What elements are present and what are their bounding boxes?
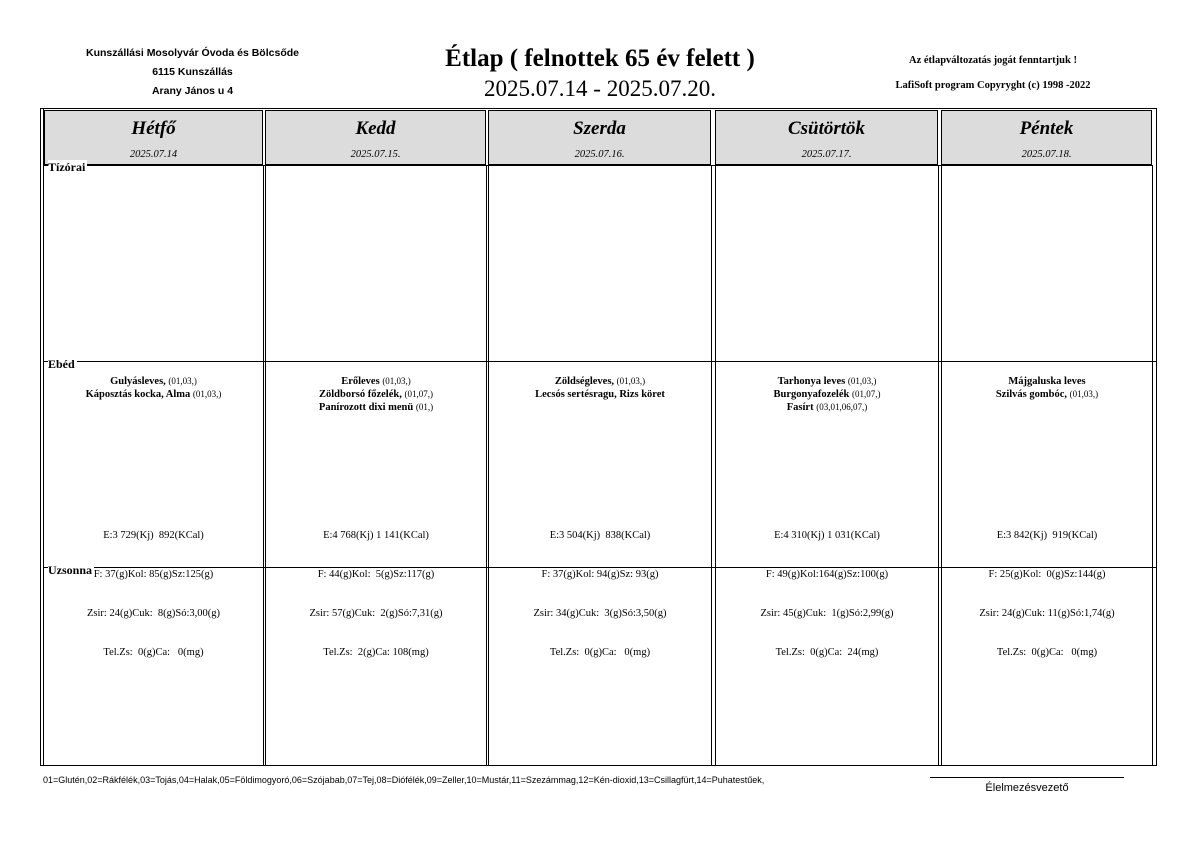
nutrition-wednesday <box>489 503 711 685</box>
menu-item <box>489 375 711 388</box>
allergen-legend: 01=Glutén,02=Rákfélék,03=Tojás,04=Halak,05=Földimogyoró,06=Szójabab,07=Tej,08=Diófélék,09=Zeller,10=Mustár,11=Szezámmag,12=Kén-dioxid,13=Csillagfürt,14=Puhatestűek, <box>43 775 765 785</box>
dish-name: Burgonyafozelék <box>773 389 850 400</box>
protein-line: F: 37(g)Kol: 85(g)Sz:125(g) <box>93 569 214 580</box>
row-label-tizorai: Tízórai <box>48 160 86 174</box>
allergen-codes: (01,03,) <box>847 376 877 386</box>
menu-item <box>716 401 938 414</box>
satfat-line: Tel.Zs: 0(g)Ca: 24(mg) <box>775 647 879 658</box>
allergen-codes: (01,03,) <box>616 376 646 386</box>
menu-item <box>716 388 938 401</box>
energy-line: E:3 504(Kj) 838(KCal) <box>549 530 651 541</box>
signature-label: Élelmezésvezető <box>985 782 1069 794</box>
grid-border-left <box>40 108 41 766</box>
row-divider-ebed <box>43 361 1157 362</box>
dish-name: Májgaluska leves <box>1008 376 1086 387</box>
fat-line: Zsir: 24(g)Cuk: 11(g)Só:1,74(g) <box>979 608 1115 619</box>
dish-name: Panírozott dixi menü <box>318 402 414 413</box>
grid-border-bottom <box>40 765 1157 766</box>
day-name: Kedd <box>355 118 396 139</box>
protein-line: F: 37(g)Kol: 94(g)Sz: 93(g) <box>541 569 659 580</box>
grid-border-right <box>1156 108 1157 766</box>
allergen-codes: (03,01,06,07,) <box>816 402 868 412</box>
day-date: 2025.07.16. <box>574 149 625 160</box>
day-header-thursday <box>715 110 938 165</box>
column-divider <box>1152 165 1153 765</box>
satfat-line: Tel.Zs: 2(g)Ca: 108(mg) <box>323 647 429 658</box>
satfat-line: Tel.Zs: 0(g)Ca: 0(mg) <box>103 647 204 658</box>
allergen-codes: (01,03,) <box>1069 389 1099 399</box>
menu-item <box>266 401 486 414</box>
fat-line: Zsir: 24(g)Cuk: 8(g)Só:3,00(g) <box>87 608 220 619</box>
allergen-codes: (01,03,) <box>192 389 222 399</box>
allergen-codes: (01,07,) <box>851 389 881 399</box>
day-date: 2025.07.15. <box>350 149 401 160</box>
column-divider <box>486 165 487 765</box>
protein-line: F: 25(g)Kol: 0(g)Sz:144(g) <box>988 569 1106 580</box>
nutrition-friday <box>942 503 1152 685</box>
fat-line: Zsir: 57(g)Cuk: 2(g)Só:7,31(g) <box>309 608 443 619</box>
energy-line: E:3 729(Kj) 892(KCal) <box>103 530 204 541</box>
dish-name: Lecsós sertésragu, Rizs köret <box>535 389 665 400</box>
day-header-tuesday <box>265 110 486 165</box>
column-divider <box>263 165 264 765</box>
signature-line <box>930 777 1124 778</box>
allergen-codes: (01,07,) <box>404 389 433 399</box>
day-date: 2025.07.17. <box>801 149 852 160</box>
nutrition-monday <box>44 503 263 685</box>
dish-name: Zöldborsó főzelék, <box>319 389 402 400</box>
dish-name: Zöldségleves, <box>554 376 615 387</box>
satfat-line: Tel.Zs: 0(g)Ca: 0(mg) <box>549 647 651 658</box>
fat-line: Zsir: 34(g)Cuk: 3(g)Só:3,50(g) <box>533 608 667 619</box>
satfat-line: Tel.Zs: 0(g)Ca: 0(mg) <box>996 647 1098 658</box>
lunch-friday <box>942 375 1152 401</box>
dish-name: Gulyásleves, <box>110 376 166 387</box>
dish-name: Fasírt <box>786 402 814 413</box>
menu-item <box>942 375 1152 388</box>
page-title: Étlap ( felnottek 65 év felett ) <box>445 45 755 72</box>
date-range: 2025.07.14 - 2025.07.20. <box>484 76 716 101</box>
allergen-codes: (01,03,) <box>168 376 197 386</box>
menu-grid <box>40 108 1157 766</box>
menu-item <box>44 388 263 401</box>
notice-block <box>868 48 1118 98</box>
change-notice: Az étlapváltozatás jogát fenntartjuk ! <box>909 55 1077 66</box>
dish-name: Tarhonya leves <box>777 376 846 387</box>
protein-line: F: 44(g)Kol: 5(g)Sz:117(g) <box>317 569 435 580</box>
day-date: 2025.07.18. <box>1021 149 1072 160</box>
fat-line: Zsir: 45(g)Cuk: 1(g)Só:2,99(g) <box>760 608 894 619</box>
allergen-codes: (01,) <box>415 402 434 412</box>
allergen-codes: (01,03,) <box>382 376 411 386</box>
lunch-monday <box>44 375 263 401</box>
dish-name: Káposztás kocka, Alma <box>85 389 191 400</box>
energy-line: E:3 842(Kj) 919(KCal) <box>996 530 1098 541</box>
row-label-ebed: Ebéd <box>48 357 75 371</box>
day-header-monday <box>44 110 263 165</box>
lunch-wednesday <box>489 375 711 401</box>
title-block <box>400 42 800 102</box>
row-divider-tizorai <box>43 165 1153 166</box>
day-name: Szerda <box>573 118 626 139</box>
nutrition-thursday <box>716 503 938 685</box>
menu-item <box>44 375 263 388</box>
energy-line: E:4 310(Kj) 1 031(KCal) <box>774 530 880 541</box>
day-header-friday <box>941 110 1152 165</box>
day-name: Hétfő <box>131 118 176 139</box>
row-label-uzsonna: Uzsonna <box>48 563 93 577</box>
organization-city: 6115 Kunszállás <box>152 66 233 78</box>
column-divider <box>711 165 712 765</box>
day-name: Csütörtök <box>787 118 866 139</box>
column-divider <box>938 165 939 765</box>
dish-name: Szilvás gombóc, <box>995 389 1068 400</box>
menu-item <box>942 388 1152 401</box>
day-date: 2025.07.14 <box>129 149 178 160</box>
copyright-text: LafiSoft program Copyryght (c) 1998 -2022 <box>895 80 1091 91</box>
day-header-wednesday <box>488 110 711 165</box>
grid-border-top <box>40 108 1157 109</box>
organization-name: Kunszállási Mosolyvár Óvoda és Bölcsőde <box>86 47 299 59</box>
lunch-thursday <box>716 375 938 414</box>
nutrition-tuesday <box>266 503 486 685</box>
menu-item <box>716 375 938 388</box>
menu-item <box>489 388 711 401</box>
energy-line: E:4 768(Kj) 1 141(KCal) <box>323 530 429 541</box>
organization-block <box>70 44 315 101</box>
menu-item <box>266 388 486 401</box>
protein-line: F: 49(g)Kol:164(g)Sz:100(g) <box>765 569 889 580</box>
menu-item <box>266 375 486 388</box>
day-name: Péntek <box>1019 118 1074 139</box>
dish-name: Erőleves <box>341 376 380 387</box>
lunch-tuesday <box>266 375 486 414</box>
organization-address: Arany János u 4 <box>151 85 234 97</box>
